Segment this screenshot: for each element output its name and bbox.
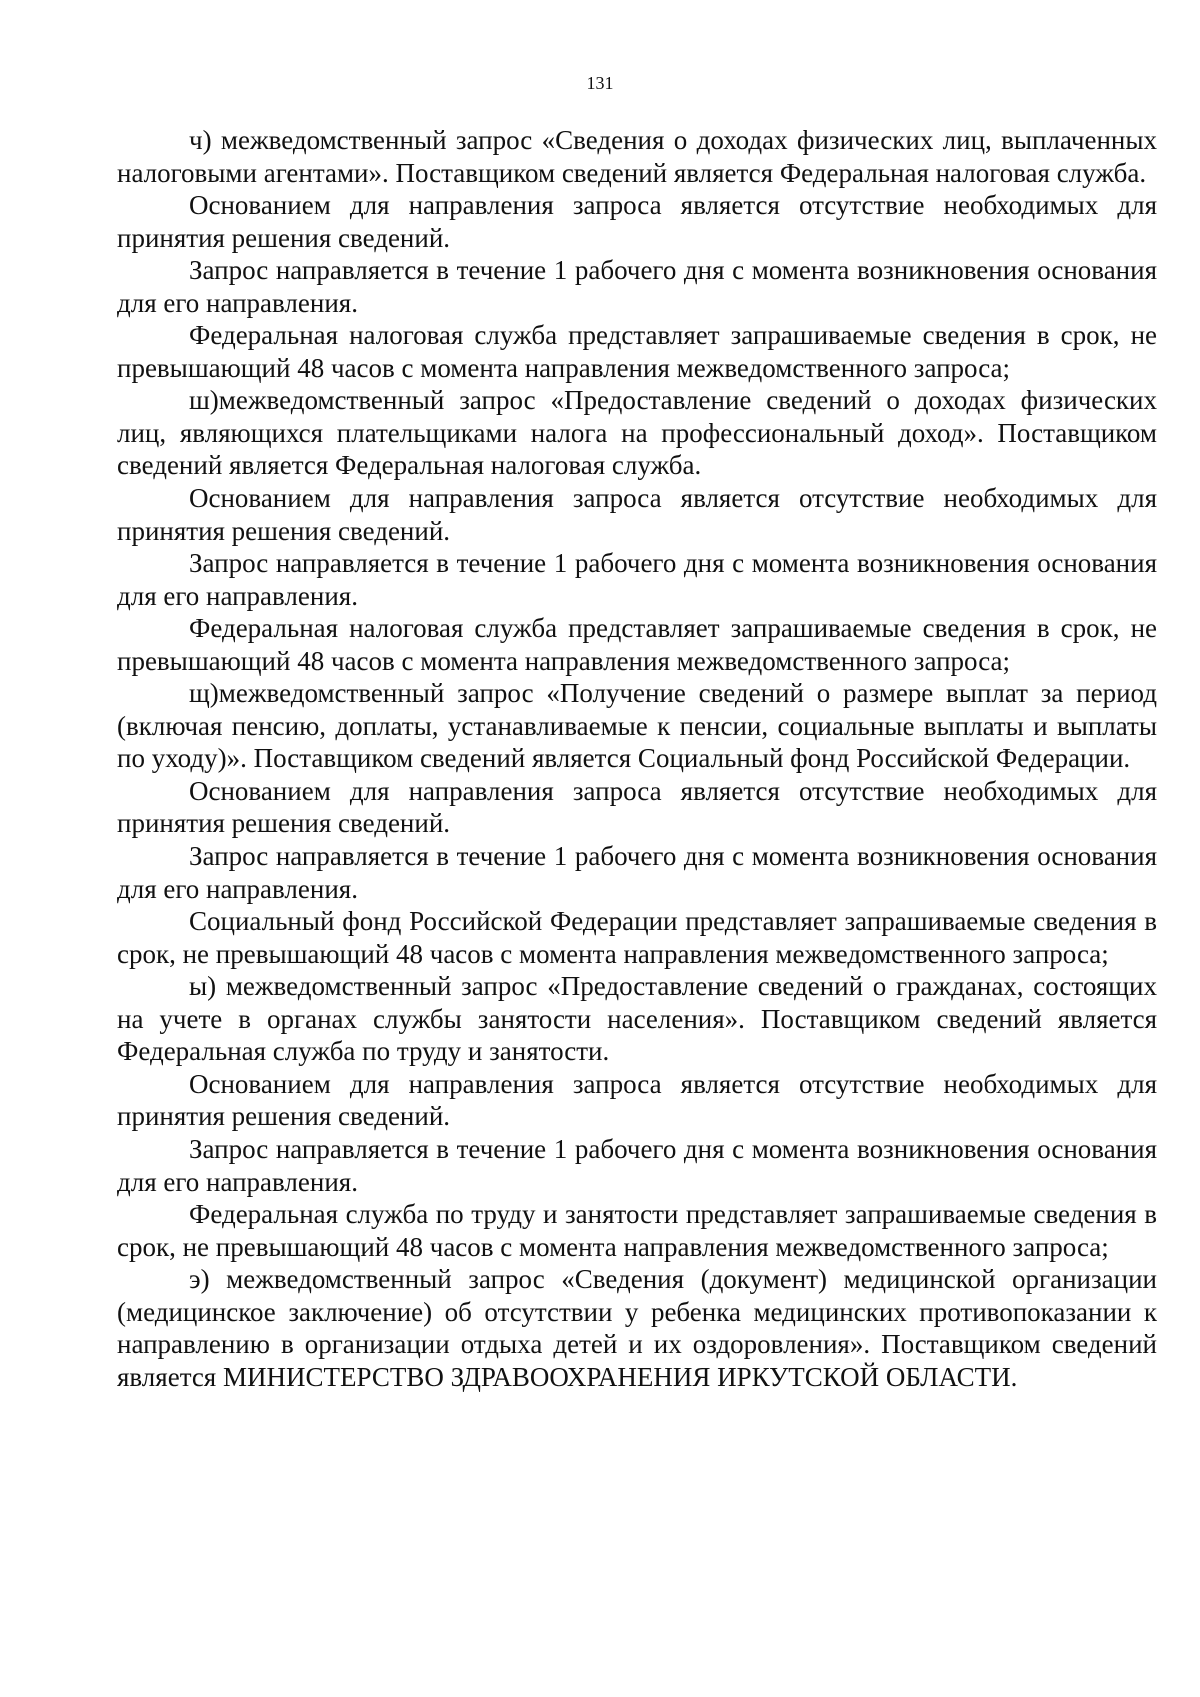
- paragraph-shch-timing: Запрос направляется в течение 1 рабочего дня с момента возникновения основания для его направления.: [117, 841, 1157, 904]
- paragraph-sh-response: Федеральная налоговая служба представляет запрашиваемые сведения в срок, не превышающий 48 часов с момента направления межведомственного запроса;: [117, 613, 1157, 676]
- paragraph-ch-request: ч) межведомственный запрос «Сведения о доходах физических лиц, выплаченных налоговыми агентами». Поставщиком сведений является Федеральная налоговая служба.: [117, 125, 1157, 188]
- paragraph-shch-request: щ)межведомственный запрос «Получение сведений о размере выплат за период (включая пенсию, доплаты, устанавливаемые к пенсии, социальные выплаты и выплаты по уходу)». Поставщиком сведений является Социальный фонд Российской Федерации.: [117, 678, 1157, 774]
- paragraph-sh-basis: Основанием для направления запроса является отсутствие необходимых для принятия решения сведений.: [117, 483, 1157, 546]
- paragraph-y-request: ы) межведомственный запрос «Предоставление сведений о гражданах, состоящих на учете в органах службы занятости населения». Поставщиком сведений является Федеральная служба по труду и занятости.: [117, 971, 1157, 1067]
- document-body: [117, 124, 1157, 1393]
- paragraph-ch-timing: Запрос направляется в течение 1 рабочего дня с момента возникновения основания для его направления.: [117, 255, 1157, 318]
- paragraph-sh-timing: Запрос направляется в течение 1 рабочего дня с момента возникновения основания для его направления.: [117, 548, 1157, 611]
- paragraph-ch-response: Федеральная налоговая служба представляет запрашиваемые сведения в срок, не превышающий 48 часов с момента направления межведомственного запроса;: [117, 320, 1157, 383]
- paragraph-ch-basis: Основанием для направления запроса является отсутствие необходимых для принятия решения сведений.: [117, 190, 1157, 253]
- paragraph-sh-request: ш)межведомственный запрос «Предоставление сведений о доходах физических лиц, являющихся плательщиками налога на профессиональный доход». Поставщиком сведений является Федеральная налоговая служба.: [117, 385, 1157, 481]
- paragraph-y-response: Федеральная служба по труду и занятости представляет запрашиваемые сведения в срок, не превышающий 48 часов с момента направления межведомственного запроса;: [117, 1199, 1157, 1262]
- paragraph-shch-response: Социальный фонд Российской Федерации представляет запрашиваемые сведения в срок, не превышающий 48 часов с момента направления межведомственного запроса;: [117, 906, 1157, 969]
- paragraph-shch-basis: Основанием для направления запроса является отсутствие необходимых для принятия решения сведений.: [117, 775, 1157, 839]
- page-number: 131: [586, 73, 614, 93]
- paragraph-e-request: э) межведомственный запрос «Сведения (документ) медицинской организации (медицинское заключение) об отсутствии у ребенка медицинских противопоказании к направлению в организации отдыха детей и их оздоровления». Поставщиком сведений является МИНИСТЕРСТВО ЗДРАВООХРАНЕНИЯ ИРКУТСКОЙ ОБЛАСТИ.: [117, 1264, 1157, 1392]
- paragraph-y-timing: Запрос направляется в течение 1 рабочего дня с момента возникновения основания для его направления.: [117, 1133, 1157, 1197]
- paragraph-y-basis: Основанием для направления запроса является отсутствие необходимых для принятия решения сведений.: [117, 1068, 1157, 1132]
